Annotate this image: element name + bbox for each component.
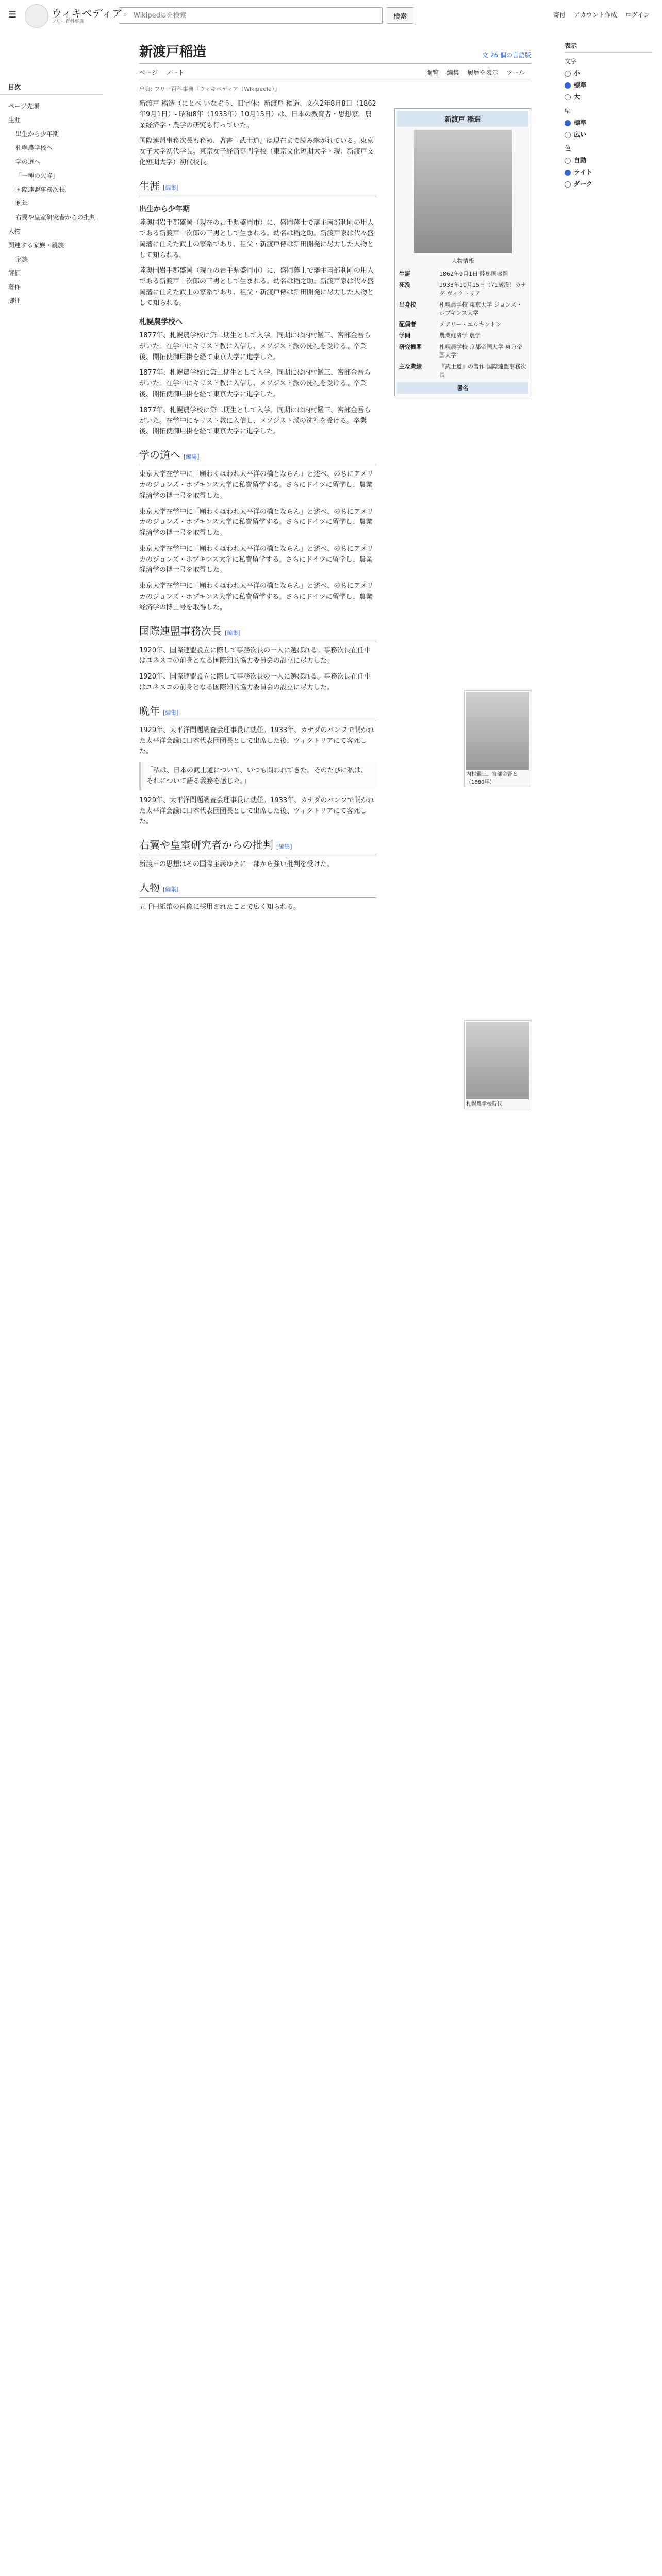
article: [139, 41, 531, 1107]
toc-item[interactable]: 右翼や皇室研究者からの批判: [15, 214, 96, 221]
toc-title: 目次: [0, 82, 103, 95]
search-button[interactable]: 検索: [387, 7, 413, 24]
wikipedia-logo-icon[interactable]: [25, 4, 48, 28]
menu-icon[interactable]: ☰: [8, 9, 17, 20]
lead-paragraph: 国際連盟事務次長も務め、著書『武士道』は現在まで読み継がれている。東京女子大学初代学長。東京女子経済専門学校（東京文化短期大学・現：新渡戸文化短期大学）初代校長。: [139, 137, 374, 166]
paragraph: 1877年、札幌農学校に第二期生として入学。同期には内村鑑三、宮部金吾らがいた。在学中にキリスト教に入信し、メソジスト派の洗礼を受ける。卒業後、開拓使御用掛を経て東京大学に進学した。: [139, 369, 371, 398]
figure: [464, 1020, 531, 1109]
infobox-title: 新渡戸 稲造: [397, 111, 528, 127]
infobox: [394, 108, 531, 396]
paragraph: 1920年、国際連盟設立に際して事務次長の一人に選ばれる。事務次長在任中はユネスコの前身となる国際知的協力委員会の設立に尽力した。: [139, 673, 371, 692]
text-size-label: 文字: [565, 58, 577, 65]
appearance-panel: [565, 41, 652, 191]
toc-item[interactable]: 評価: [8, 269, 21, 277]
toc-item[interactable]: ページ先頭: [8, 103, 39, 110]
toc-item[interactable]: 晩年: [15, 200, 28, 207]
toc-item[interactable]: 関連する家族・親族: [8, 242, 64, 249]
radio-light[interactable]: ライト: [565, 167, 652, 176]
donate-link[interactable]: 寄付: [553, 11, 566, 19]
tab-talk[interactable]: ノート: [166, 69, 185, 76]
tab-tools[interactable]: ツール: [506, 69, 525, 76]
section-heading: 右翼や皇室研究者からの批判 [編集]: [139, 837, 376, 855]
paragraph: 五千円紙幣の肖像に採用されたことで広く知られる。: [139, 903, 301, 911]
header: [0, 0, 662, 29]
tab-read[interactable]: 閲覧: [426, 69, 439, 76]
infobox-row: 研究機関 札幌農学校 京都帝国大学 東京帝国大学: [399, 344, 522, 359]
toc-sidebar: [0, 82, 103, 308]
logo-subtitle: フリー百科事典: [52, 19, 84, 24]
toc-item[interactable]: 人物: [8, 228, 21, 235]
article-body: [139, 99, 376, 913]
toc-item[interactable]: 国際連盟事務次長: [15, 186, 65, 193]
infobox-row: 出身校 札幌農学校 東京大学 ジョンズ・ホプキンス大学: [399, 301, 522, 316]
paragraph: 東京大学在学中に「願わくはわれ太平洋の橋とならん」と述べ、のちにアメリカのジョンズ・ホプキンス大学に私費留学する。さらにドイツに留学し、農業経済学の博士号を取得した。: [139, 545, 374, 574]
infobox-row: 死没 1933年10月15日（71歳没）カナダ ヴィクトリア: [399, 282, 526, 297]
edit-link[interactable]: [編集]: [276, 843, 292, 851]
toc-item[interactable]: 「一種の欠陥」: [15, 172, 59, 179]
section-heading: 人物 [編集]: [139, 879, 376, 898]
edit-link[interactable]: [編集]: [163, 184, 179, 191]
toc-item[interactable]: 学の道へ: [15, 158, 41, 165]
language-button[interactable]: 文 26 個の言語版: [482, 52, 531, 59]
paragraph: 1877年、札幌農学校に第二期生として入学。同期には内村鑑三、宮部金吾らがいた。在学中にキリスト教に入信し、メソジスト派の洗礼を受ける。卒業後、開拓使御用掛を経て東京大学に進学した。: [139, 406, 371, 436]
edit-link[interactable]: [編集]: [163, 709, 179, 716]
paragraph: 1929年、太平洋問題調査会理事長に就任。1933年、カナダのバンフで開かれた太平洋会議に日本代表団団長として出席した後、ヴィクトリアにて客死した。: [139, 726, 374, 756]
logo-title[interactable]: ウィキペディア: [52, 7, 123, 20]
infobox-row: 配偶者 メアリー・エルキントン: [399, 321, 502, 328]
toc-item[interactable]: 生涯: [8, 116, 21, 124]
radio-small[interactable]: 小: [565, 69, 652, 77]
radio-standard[interactable]: 標準: [565, 80, 652, 89]
figure-image[interactable]: [466, 1022, 529, 1099]
radio-auto[interactable]: 自動: [565, 156, 652, 164]
edit-link[interactable]: [編集]: [225, 629, 241, 636]
page-title: 新渡戸稲造: [139, 41, 531, 64]
paragraph: 1877年、札幌農学校に第二期生として入学。同期には内村鑑三、宮部金吾らがいた。在学中にキリスト教に入信し、メソジスト派の洗礼を受ける。卒業後、開拓使御用掛を経て東京大学に進学した。: [139, 331, 371, 361]
tab-history[interactable]: 履歴を表示: [467, 69, 499, 76]
radio-width-wide[interactable]: 広い: [565, 130, 652, 139]
paragraph: 東京大学在学中に「願わくはわれ太平洋の橋とならん」と述べ、のちにアメリカのジョンズ・ホプキンス大学に私費留学する。さらにドイツに留学し、農業経済学の博士号を取得した。: [139, 507, 374, 537]
personal-tools: [547, 10, 650, 19]
page-tabs: [139, 68, 531, 79]
paragraph: 陸奥国岩手郡盛岡（現在の岩手県盛岡市）に、盛岡藩士で藩主南部利剛の用人である新渡戸十次郎の三男として生まれる。幼名は稲之助。新渡戸家は代々盛岡藩に仕えた武士の家系であり、祖父・新渡戸傳は新田開発に尽力した人物として知られる。: [139, 267, 374, 307]
source-note: 出典: フリー百科事典『ウィキペディア（Wikipedia）』: [139, 86, 280, 92]
portrait-image[interactable]: [414, 130, 512, 253]
figure: [464, 690, 531, 787]
toc-item[interactable]: 出生から少年期: [15, 130, 59, 138]
figure-caption: 札幌農学校時代: [466, 1101, 502, 1107]
section-heading: 国際連盟事務次長 [編集]: [139, 623, 376, 641]
section-heading: 晩年 [編集]: [139, 703, 376, 721]
toc-item[interactable]: 脚注: [8, 297, 21, 304]
paragraph: 東京大学在学中に「願わくはわれ太平洋の橋とならん」と述べ、のちにアメリカのジョンズ・ホプキンス大学に私費留学する。さらにドイツに留学し、農業経済学の博士号を取得した。: [139, 582, 374, 612]
radio-large[interactable]: 大: [565, 92, 652, 101]
search-input[interactable]: [119, 8, 351, 23]
infobox-row: 主な業績 『武士道』の著作 国際連盟事務次長: [399, 363, 526, 378]
lead-paragraph: 新渡戸 稲造（にとべ いなぞう、旧字体：新渡戶 稻造、文久2年8月8日（1862年9月1日）- 昭和8年（1933年）10月15日）は、日本の教育者・思想家。農業経済学・農学の研究も行っていた。: [139, 100, 376, 129]
infobox-row: 生誕 1862年9月1日 陸奥国盛岡: [399, 270, 508, 277]
width-label: 幅: [565, 107, 571, 114]
toc-item[interactable]: 著作: [8, 283, 21, 291]
subsection-heading: 札幌農学校へ: [139, 317, 183, 326]
paragraph: 新渡戸の思想はその国際主義ゆえに一部から強い批判を受けた。: [139, 860, 334, 869]
radio-dark[interactable]: ダーク: [565, 179, 652, 188]
blockquote: 「私は、日本の武士道について、いつも問われてきた。そのたびに私は、それについて語る義務を感じた。」: [139, 762, 376, 790]
tab-page[interactable]: ページ: [139, 69, 158, 76]
toc-item[interactable]: 家族: [15, 256, 28, 263]
appearance-title: 表示: [565, 41, 652, 53]
paragraph: 陸奥国岩手郡盛岡（現在の岩手県盛岡市）に、盛岡藩士で藩主南部利剛の用人である新渡戸十次郎の三男として生まれる。幼名は稲之助。新渡戸家は代々盛岡藩に仕えた武士の家系であり、祖父・新渡戸傳は新田開発に尽力した人物として知られる。: [139, 219, 374, 259]
toc-item[interactable]: 札幌農学校へ: [15, 144, 53, 151]
search-icon: ⌕: [123, 11, 127, 19]
paragraph: 東京大学在学中に「願わくはわれ太平洋の橋とならん」と述べ、のちにアメリカのジョンズ・ホプキンス大学に私費留学する。さらにドイツに留学し、農業経済学の博士号を取得した。: [139, 470, 374, 500]
tab-edit[interactable]: 編集: [446, 69, 459, 76]
figure-caption: 内村鑑三、宮部金吾と（1880年）: [466, 772, 518, 785]
radio-width-standard[interactable]: 標準: [565, 118, 652, 127]
infobox-section: 署名: [397, 382, 528, 394]
create-account-link[interactable]: アカウント作成: [573, 11, 617, 19]
figure-image[interactable]: [466, 692, 529, 770]
search-box[interactable]: [119, 7, 383, 24]
edit-link[interactable]: [編集]: [184, 453, 200, 461]
login-link[interactable]: ログイン: [625, 11, 650, 19]
section-heading: 学の道へ [編集]: [139, 447, 376, 465]
paragraph: 1929年、太平洋問題調査会理事長に就任。1933年、カナダのバンフで開かれた太平洋会議に日本代表団団長として出席した後、ヴィクトリアにて客死した。: [139, 796, 374, 826]
infobox-row: 学問 農業経済学 農学: [399, 332, 481, 339]
edit-link[interactable]: [編集]: [163, 886, 179, 893]
infobox-caption: 人物情報: [451, 258, 474, 264]
section-heading: 生涯 [編集]: [139, 178, 376, 196]
paragraph: 1920年、国際連盟設立に際して事務次長の一人に選ばれる。事務次長在任中はユネスコの前身となる国際知的協力委員会の設立に尽力した。: [139, 646, 371, 665]
color-label: 色: [565, 145, 571, 152]
subsection-heading: 出生から少年期: [139, 205, 190, 213]
